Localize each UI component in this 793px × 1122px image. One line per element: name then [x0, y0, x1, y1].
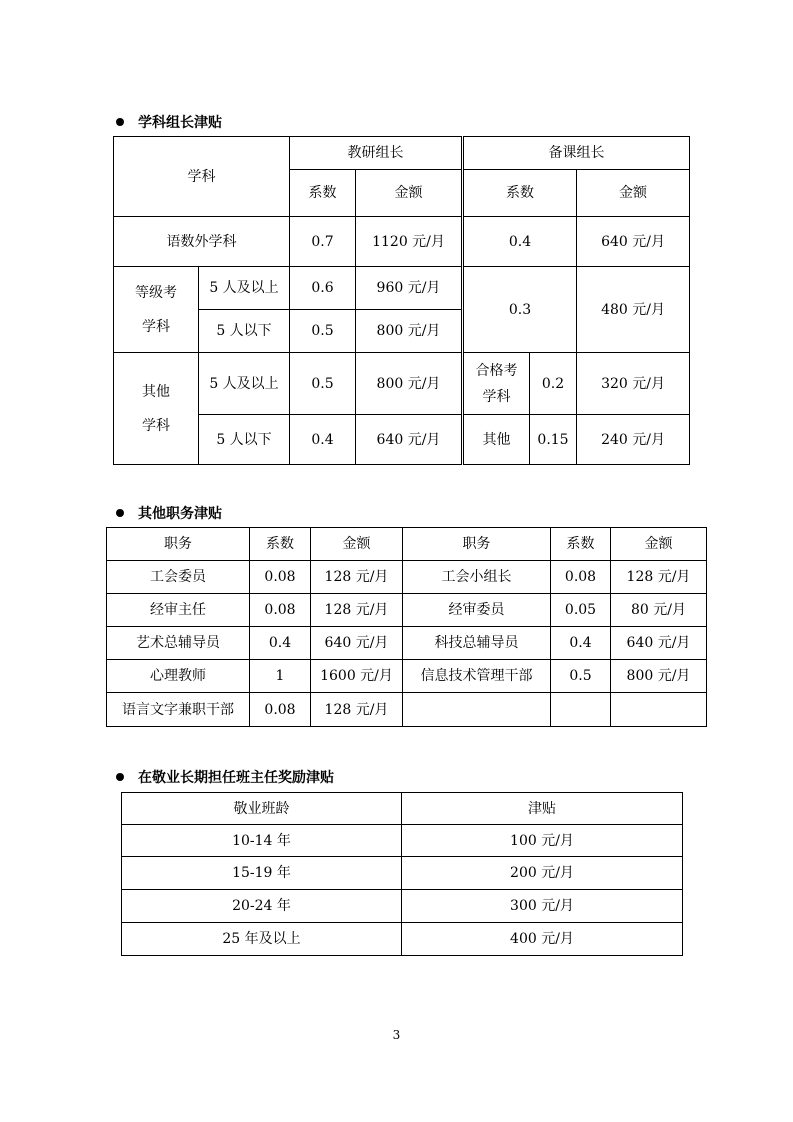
table-cell: 0.08	[250, 561, 311, 594]
table-cell: 经审主任	[107, 594, 250, 627]
table-cell	[551, 693, 611, 727]
row-label-qita	[114, 353, 199, 465]
header-cell: 系数	[250, 528, 311, 561]
page-number: 3	[392, 1028, 401, 1042]
sub-label-line: 学科	[482, 388, 511, 405]
row-label-dengji	[114, 267, 199, 353]
sub-label: 其他	[463, 415, 530, 465]
table-row	[107, 627, 707, 660]
bullet-icon	[116, 509, 124, 517]
sub-label-line: 合格考	[475, 362, 518, 379]
cell-coef: 0.2	[530, 353, 577, 415]
coef-header: 系数	[290, 170, 356, 217]
table-cell: 300 元/月	[402, 890, 683, 923]
table-cell: 工会小组长	[403, 561, 551, 594]
row-label-line: 学科	[142, 318, 170, 335]
cell-amount: 640 元/月	[577, 217, 690, 267]
header-cell: 职务	[107, 528, 250, 561]
table-cell: 128 元/月	[311, 594, 403, 627]
cell-amount: 480 元/月	[577, 267, 690, 353]
section-title-text: 学科组长津贴	[138, 115, 222, 131]
table-cell: 0.08	[250, 594, 311, 627]
table-cell: 0.08	[250, 693, 311, 727]
table-cell: 语言文字兼职干部	[107, 693, 250, 727]
table-cell: 信息技术管理干部	[403, 660, 551, 693]
cell-coef: 0.3	[463, 267, 577, 353]
bullet-icon	[116, 118, 124, 126]
header-cell: 金额	[311, 528, 403, 561]
table-cell: 128 元/月	[311, 693, 403, 727]
section-title-other-duty	[116, 503, 222, 523]
sub-label: 5 人及以上	[199, 267, 290, 310]
table-cell: 640 元/月	[611, 627, 707, 660]
table-cell: 工会委员	[107, 561, 250, 594]
table-cell: 0.08	[551, 561, 611, 594]
table-row	[122, 923, 683, 956]
amount-header: 金额	[356, 170, 463, 217]
header-cell: 金额	[611, 528, 707, 561]
table-cell: 科技总辅导员	[403, 627, 551, 660]
table-row	[122, 890, 683, 923]
table-cell: 心理教师	[107, 660, 250, 693]
section-title-text: 其他职务津贴	[138, 506, 222, 522]
table-cell: 100 元/月	[402, 825, 683, 857]
cell-amount: 800 元/月	[356, 353, 463, 415]
amount-header: 金额	[577, 170, 690, 217]
cell-coef: 0.5	[290, 353, 356, 415]
table-cell: 15-19 年	[122, 857, 402, 890]
table-cell: 25 年及以上	[122, 923, 402, 956]
table-cell	[403, 693, 551, 727]
sub-label: 5 人以下	[199, 310, 290, 353]
table-cell: 艺术总辅导员	[107, 627, 250, 660]
row-label-line: 其他	[142, 383, 170, 400]
cell-amount: 640 元/月	[356, 415, 463, 465]
other-duty-table	[106, 527, 707, 727]
coef-header: 系数	[463, 170, 577, 217]
sub-label-hege	[463, 353, 530, 415]
header-cell: 职务	[403, 528, 551, 561]
table-row	[107, 660, 707, 693]
table-row	[107, 561, 707, 594]
cell-amount: 320 元/月	[577, 353, 690, 415]
table-row	[107, 693, 707, 727]
row-label-line: 等级考	[135, 284, 177, 301]
row-label-ysw: 语数外学科	[114, 217, 290, 267]
sub-label: 5 人及以上	[199, 353, 290, 415]
table-cell: 0.4	[250, 627, 311, 660]
section-title-text: 在敬业长期担任班主任奖励津贴	[138, 770, 334, 786]
header-cell: 津贴	[402, 793, 683, 825]
row-label-line: 学科	[142, 417, 170, 434]
table-cell: 200 元/月	[402, 857, 683, 890]
table-row	[122, 825, 683, 857]
class-teacher-table	[121, 792, 683, 956]
cell-coef: 0.5	[290, 310, 356, 353]
subject-leader-table	[113, 136, 690, 465]
table-cell: 80 元/月	[611, 594, 707, 627]
cell-amount: 1120 元/月	[356, 217, 463, 267]
cell-coef: 0.4	[463, 217, 577, 267]
table-row	[122, 857, 683, 890]
cell-coef: 0.4	[290, 415, 356, 465]
cell-coef: 0.15	[530, 415, 577, 465]
table-row	[107, 594, 707, 627]
table-cell	[611, 693, 707, 727]
table-cell: 128 元/月	[311, 561, 403, 594]
cell-coef: 0.7	[290, 217, 356, 267]
table-cell: 1600 元/月	[311, 660, 403, 693]
table-cell: 10-14 年	[122, 825, 402, 857]
header-cell: 敬业班龄	[122, 793, 402, 825]
cell-amount: 800 元/月	[356, 310, 463, 353]
sub-label: 5 人以下	[199, 415, 290, 465]
table-cell: 0.5	[551, 660, 611, 693]
cell-amount: 240 元/月	[577, 415, 690, 465]
table-cell: 128 元/月	[611, 561, 707, 594]
section-title-class-teacher	[116, 767, 334, 787]
table-cell: 640 元/月	[311, 627, 403, 660]
lesson-prep-leader-header: 备课组长	[463, 137, 690, 170]
table-cell: 0.05	[551, 594, 611, 627]
header-cell: 系数	[551, 528, 611, 561]
teaching-research-leader-header: 教研组长	[290, 137, 463, 170]
cell-amount: 960 元/月	[356, 267, 463, 310]
table-cell: 1	[250, 660, 311, 693]
table-cell: 800 元/月	[611, 660, 707, 693]
table-cell: 0.4	[551, 627, 611, 660]
bullet-icon	[116, 773, 124, 781]
subject-header: 学科	[114, 137, 290, 217]
table-cell: 20-24 年	[122, 890, 402, 923]
table-cell: 经审委员	[403, 594, 551, 627]
cell-coef: 0.6	[290, 267, 356, 310]
table-cell: 400 元/月	[402, 923, 683, 956]
section-title-subject-leader	[116, 112, 222, 132]
